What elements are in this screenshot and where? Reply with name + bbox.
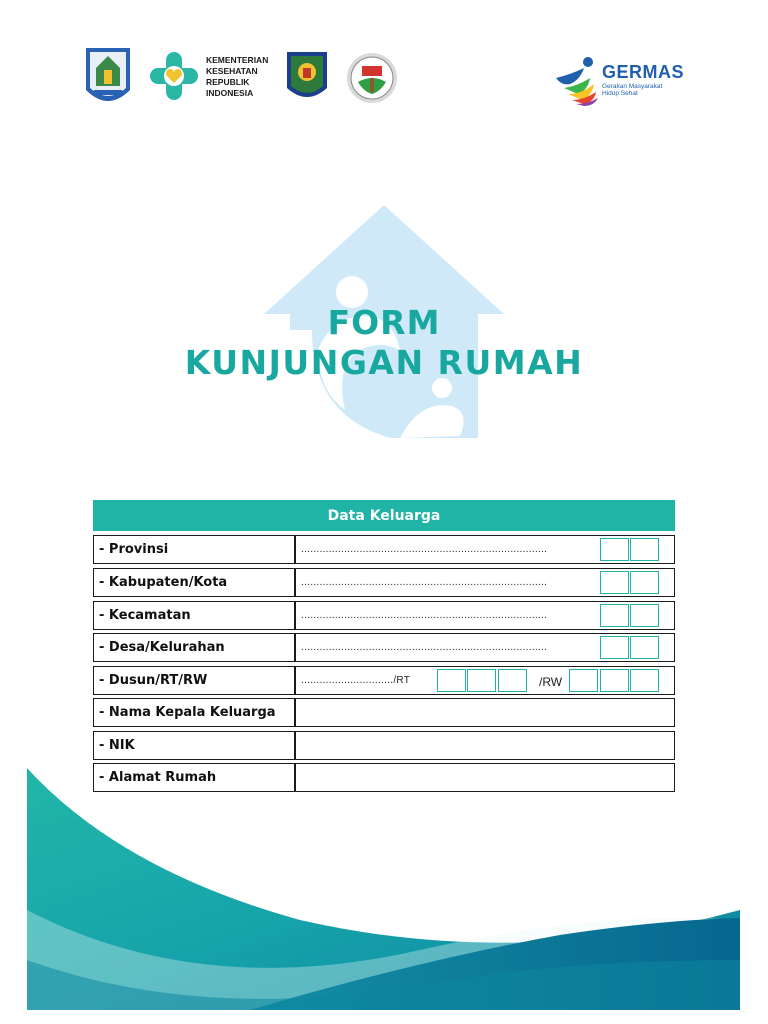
provinsi-field[interactable] bbox=[294, 535, 675, 564]
form-row-nama-kepala-keluarga bbox=[93, 698, 675, 727]
fill-in-dots: ............................../RT bbox=[301, 675, 411, 686]
rt-box[interactable] bbox=[498, 669, 527, 692]
form-title-line2: KUNJUNGAN RUMAH bbox=[184, 343, 584, 382]
kabupaten-kota-field[interactable] bbox=[294, 568, 675, 597]
form-title-line1: FORM bbox=[327, 303, 441, 342]
rw-box[interactable] bbox=[569, 669, 598, 692]
code-box[interactable] bbox=[630, 636, 659, 659]
germas-title: GERMAS bbox=[602, 62, 685, 82]
rw-label: /RW bbox=[539, 675, 563, 689]
code-box[interactable] bbox=[600, 604, 629, 627]
fill-in-dots: ................................................................................ bbox=[301, 642, 548, 653]
code-box[interactable] bbox=[600, 538, 629, 561]
kemendagri-logo bbox=[285, 50, 329, 104]
form-section-header: Data Keluarga bbox=[93, 500, 675, 531]
germas-subtitle bbox=[602, 83, 662, 97]
rt-box[interactable] bbox=[437, 669, 466, 692]
data-keluarga-form bbox=[93, 500, 675, 785]
kecamatan-field[interactable] bbox=[294, 601, 675, 630]
field-label: - Alamat Rumah bbox=[93, 763, 296, 792]
rt-box[interactable] bbox=[467, 669, 496, 692]
kemenkes-line: KEMENTERIAN bbox=[206, 55, 269, 65]
rw-box[interactable] bbox=[630, 669, 659, 692]
regional-emblem-logo bbox=[84, 46, 132, 108]
code-box[interactable] bbox=[600, 636, 629, 659]
field-label: - Kecamatan bbox=[93, 601, 296, 630]
form-row-desa-kelurahan bbox=[93, 633, 675, 662]
fill-in-dots: ................................................................................ bbox=[301, 610, 548, 621]
fill-in-dots: ................................................................................ bbox=[301, 577, 548, 588]
kemenkes-line: INDONESIA bbox=[206, 88, 254, 98]
form-row-kabupaten-kota bbox=[93, 568, 675, 597]
code-box[interactable] bbox=[630, 604, 659, 627]
form-row-provinsi bbox=[93, 535, 675, 564]
decorative-waves bbox=[0, 760, 768, 1024]
kemenkes-text bbox=[206, 55, 268, 99]
field-label: - Provinsi bbox=[93, 535, 296, 564]
logo-bar bbox=[0, 0, 768, 140]
form-row-dusun-rt-rw bbox=[93, 666, 675, 695]
kemenkes-line: KESEHATAN bbox=[206, 66, 258, 76]
form-row-nik bbox=[93, 731, 675, 760]
fill-in-dots: ................................................................................ bbox=[301, 544, 548, 555]
kemenkes-line: REPUBLIK bbox=[206, 77, 250, 87]
code-box[interactable] bbox=[630, 538, 659, 561]
dusun-rt-rw-field[interactable] bbox=[294, 666, 675, 695]
field-label: - Dusun/RT/RW bbox=[93, 666, 296, 695]
nama-kepala-keluarga-field[interactable] bbox=[294, 698, 675, 727]
nik-field[interactable] bbox=[294, 731, 675, 760]
code-box[interactable] bbox=[630, 571, 659, 594]
germas-subtitle-line: Hidup Sehat bbox=[602, 90, 638, 97]
field-label: - Kabupaten/Kota bbox=[93, 568, 296, 597]
code-box[interactable] bbox=[600, 571, 629, 594]
field-label: - NIK bbox=[93, 731, 296, 760]
rw-box[interactable] bbox=[600, 669, 629, 692]
germas-subtitle-line: Gerakan Masyarakat bbox=[602, 83, 663, 90]
germas-logo bbox=[554, 52, 600, 106]
desa-kelurahan-field[interactable] bbox=[294, 633, 675, 662]
kemenkes-logo bbox=[148, 50, 200, 102]
ministry-seal-logo bbox=[346, 52, 398, 104]
field-label: - Nama Kepala Keluarga bbox=[93, 698, 296, 727]
form-row-kecamatan bbox=[93, 601, 675, 630]
field-label: - Desa/Kelurahan bbox=[93, 633, 296, 662]
